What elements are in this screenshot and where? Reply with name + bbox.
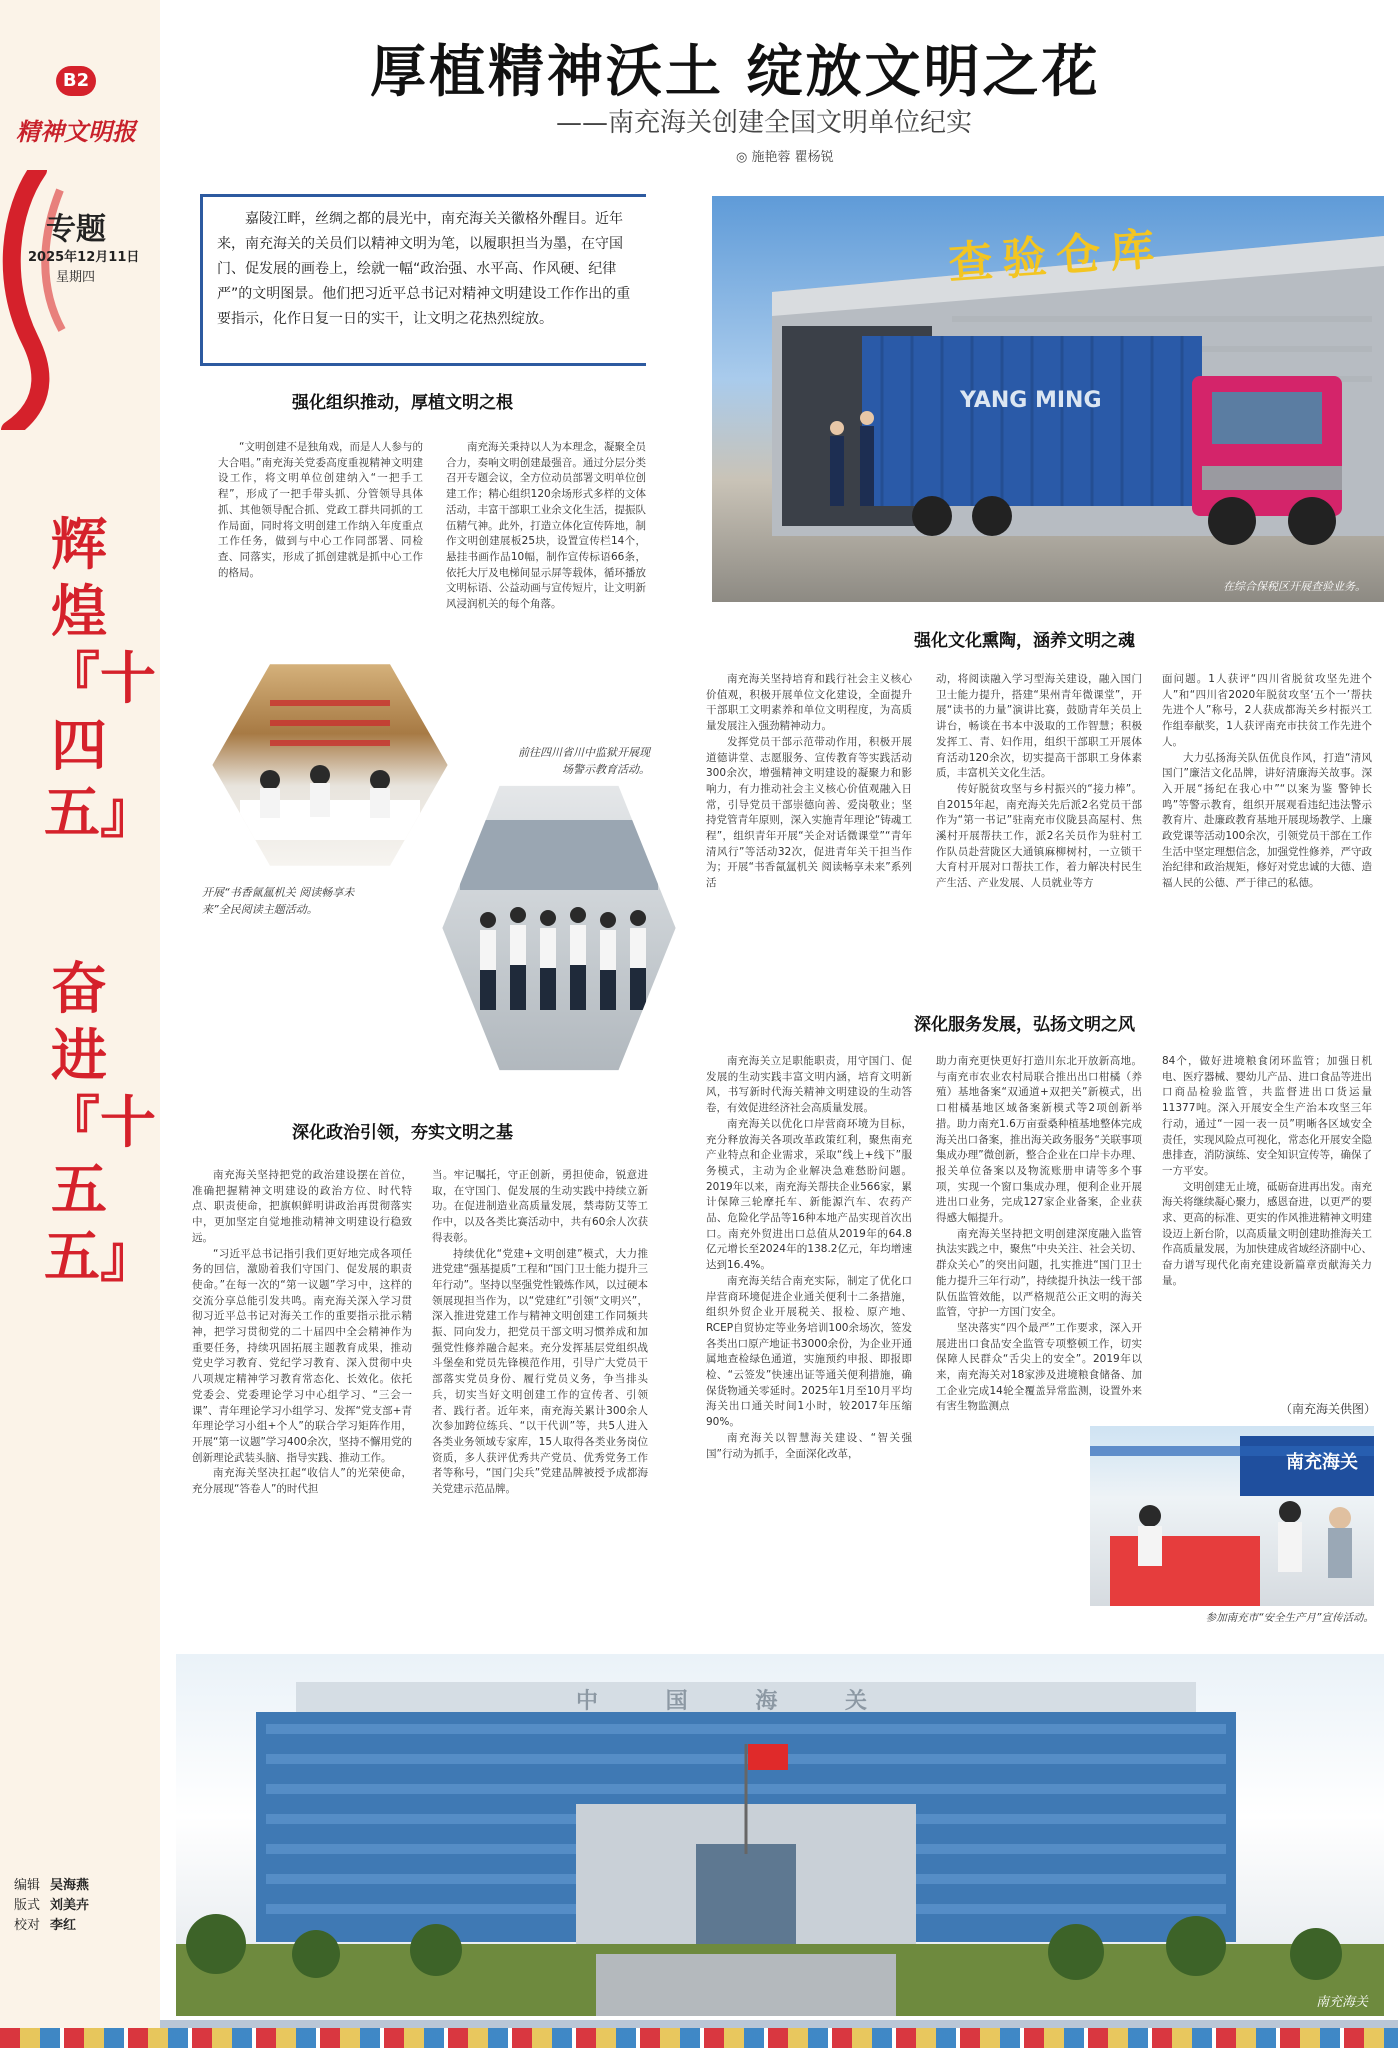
slogan-14th: 辉煌『十四五』 [44, 512, 156, 846]
byline: ◎ 施艳蓉 瞿杨锐 [736, 146, 834, 165]
reading-photo-caption: 开展“书香氤氲机关 阅读畅享未来”全民阅读主题活动。 [202, 886, 355, 916]
paragraph: 南充海关坚持把党的政治建设摆在首位，准确把握精神文明建设的政治方位、时代特点、职责使命，把旗帜鲜明讲政治再贯彻落实中，更加坚定自觉地推动精神文明建设行稳致远。 [192, 1169, 412, 1244]
section1-col2 [446, 440, 646, 692]
paragraph: 坚决落实“四个最严”工作要求，深入开展进出口食品安全监管专项整顿工作，切实保障人民群众“舌尖上的安全”。2019年以来，南充海关对18家涉及进境粮食储备、加工企业完成14轮全覆盖异常监测，设置外来有害生物监测点 [936, 1321, 1142, 1413]
paragraph: 大力弘扬海关队伍优良作风，打造“清风国门”廉洁文化品牌，讲好清廉海关故事。深入开展“扬纪在我心中”“以案为鉴 警钟长鸣”等警示教育，组织开展观看违纪违法警示教育片、赴廉政教育基地开展现场教学、上廉政党课等活动100余次，引领党员干部在工作生活中坚定理想信念，加强党性修养，严守政治纪律和政治规矩，修好对党忠诚的大德、造福人民的公德、严于律己的私德。 [1162, 751, 1372, 890]
building-photo-credit: 南充海关 [1315, 1995, 1368, 2010]
paragraph: 传好脱贫攻坚与乡村振兴的“接力棒”。自2015年起，南充海关先后派2名党员干部作为“第一书记”驻南充市仪陇县高屋村、焦溪村开展帮扶工作，派2名关员作为驻村工作队员赴营陇区大通镇麻柳树村，一立锁干大育村开展对口帮扶工作，着力解决村民生产生活、产业发展、人员就业等方 [936, 782, 1142, 890]
container-logo: YANG MING [960, 388, 1102, 413]
masthead-logo: 精神文明报 [16, 117, 136, 146]
paragraph: 面问题。1人获评“四川省脱贫攻坚先进个人”和“四川省2020年脱贫攻坚‘五个一’帮扶先进个人”称号，2人获成都海关乡村振兴工作组奉献奖，1人获评南充市扶贫工作先进个人。 [1162, 673, 1372, 748]
section-name: 专题 [46, 212, 106, 247]
paragraph: 南充海关坚持培育和践行社会主义核心价值观，积极开展单位文化建设，全面提升干部职工文明素养和单位文明程度，为高质量发展注入强劲精神动力。 [706, 673, 912, 733]
inspection-warehouse-photo [712, 196, 1384, 602]
paragraph: 文明创建无止境，砥砺奋进再出发。南充海关将继续凝心聚力，感恩奋进，以更严的要求、更高的标准、更实的作风推进精神文明建设迈上新台阶，以高质量文明创建助推海关工作高质量发展，为加快建成省域经济副中心、奋力谱写现代化南充建设新篇章贡献海关力量。 [1162, 1180, 1372, 1287]
paragraph: 南充海关秉持以人为本理念，凝聚全员合力，奏响文明创建最强音。通过分层分类召开专题会议，全方位动员部署文明单位创建工作；精心组织120余场形式多样的文体活动，丰富干部职工业余文化生活，提振队伍精气神。此外，打造立体化宣传阵地，制作文明创建展板25块，设置宣传栏14个，悬挂书画作品10幅，制作宣传标语66条，依托大厅及电梯间显示屏等载体，循环播放文明标语、公益动画与宣传短片，让文明新风浸润机关的每个角落。 [446, 441, 646, 611]
safety-photo-caption: 参加南充市“安全生产月”宣传活动。 [1205, 1612, 1374, 1624]
paragraph: 南充海关以智慧海关建设、“智关强国”行动为抓手，全面深化改革， [706, 1431, 912, 1460]
reading-event-photo [210, 660, 450, 870]
credit-line: 版式 刘美卉 [14, 1898, 90, 1913]
paragraph: 助力南充更快更好打造川东北开放新高地。与南充市农业农村局联合推出出口柑橘（养殖）基地备案“双通道+双把关”新模式，出口柑橘基地区域备案新模式等2项创新举措。助力南充1.6万亩蚕桑种植基地整体完成海关出口备案，推出海关政务服务“关联事项集成办理”微创新，整合企业在口岸卡办理、报关单位备案以及物流账册申请等多个事项，实现一个窗口集成办理，便利企业开展进出口业务，完成127家企业备案，企业获得感大幅提升。 [936, 1055, 1142, 1225]
subheadline: ——南充海关创建全国文明单位纪实 [556, 108, 973, 138]
customs-building-photo [176, 1654, 1384, 2016]
section3-col1 [706, 672, 912, 982]
paragraph: 南充海关以优化口岸营商环境为目标，充分释放海关各项改革政策红利，聚焦南充产业特点和企业需求，采取“线上+线下”服务模式，主动为企业解决急难愁盼问题。2019年以来，南充海关帮扶企业566家，累计保障三轮摩托车、新能源汽车、农药产品、危险化学品等16种本地产品实现首次出口。南充外贸进出口总值从2019年的64.8亿元增长至2024年的138.2亿元，年均增速达到16.4%。 [706, 1117, 912, 1272]
safety-month-event-photo [1090, 1426, 1374, 1606]
footer-bar [160, 2020, 1398, 2028]
paragraph: 发挥党员干部示范带动作用，积极开展道德讲堂、志愿服务、宣传教育等实践活动300余次，增强精神文明建设的凝聚力和影响力，有力推动社会主义核心价值观融入日常，引导党员干部崇德向善、爱岗敬业；坚持党管青年原则，深入实施青年理论“铸魂工程”，组织青年开展“关企对话微课堂”“青年清风行”等活动32次，促进青年关干担当作为；开展“书香氤氲机关 阅读畅享未来”系列活 [706, 735, 912, 890]
paragraph: 动，将阅读融入学习型海关建设，融入国门卫士能力提升，搭建“果州青年微课堂”，开展“读书的力量”演讲比赛，鼓励青年关员上讲台，畅谈在书本中汲取的工作智慧；积极发挥工、青、妇作用，组织干部职工开展体育活动120余次，切实提高干部职工身体素质，丰富机关文化生活。 [936, 673, 1142, 780]
customs-banner: 南充海关 [1286, 1452, 1358, 1473]
paragraph: 南充海关坚持把文明创建深度融入监管执法实践之中，聚焦“中央关注、社会关切、群众关心”的突出问题，扎实推进“国门卫士能力提升三年行动”，持续提升执法一线干部队伍监管效能，以严格规范公正文明的海关监管，守护一方国门安全。 [936, 1227, 1142, 1319]
paragraph: 84个，做好进境粮食闭环监管；加强日机电、医疗器械、婴幼儿产品、进口食品等进出口商品检验监管，共监督进出口货运量11377吨。深入开展安全生产治本攻坚三年行动，通过“一园一表一员”明晰各区域安全责任，实现风险点可视化，常态化开展安全隐患排查，消防演练、安全知识宣传等，确保了一方平安。 [1162, 1055, 1372, 1177]
section4-col1 [706, 1054, 912, 1634]
credit-line: 编辑 吴海燕 [14, 1878, 90, 1893]
page-number-badge: B2 [56, 66, 96, 96]
section3-col2 [936, 672, 1142, 982]
paragraph: 南充海关坚决扛起“收信人”的光荣使命，充分展现“答卷人”的时代担 [192, 1467, 412, 1496]
editor-credits [14, 1876, 89, 1936]
section3-title: 强化文化熏陶，涵养文明之魂 [914, 631, 1135, 651]
headline: 厚植精神沃土 绽放文明之花 [370, 39, 1101, 105]
paragraph: “习近平总书记指引我们更好地完成各项任务的回信，激励着我们守国门、促发展的职责使命。”在每一次的“第一议题”学习中，这样的交流分享总能引发共鸣。南充海关深入学习贯彻习近平总书记对海关工作的重要指示批示精神，把学习贯彻党的二十届四中全会精神作为重要任务，持续巩固拓展主题教育成果，推动党史学习教育、党纪学习教育、深入贯彻中央八项规定精神学习教育常态化、长效化。依托党委会、党委理论学习中心组学习、“三会一课”、青年理论学习小组学习、发挥“党支部+青年理论学习小组+个人”的联合学习矩阵作用，开展“第一议题”学习400余次，坚持不懈用党的创新理论武装头脑、指导实践、推动工作。 [192, 1247, 412, 1464]
credit-line: 校对 李红 [14, 1918, 77, 1933]
section2-title: 深化政治引领，夯实文明之基 [292, 1123, 513, 1143]
photo-source-credit: （南充海关供图） [1280, 1402, 1377, 1416]
publication-date: 2025年12月11日 [28, 250, 140, 265]
paragraph: 当。牢记嘱托，守正创新，勇担使命，锐意进取，在守国门、促发展的生动实践中持续立新功。在促进制造业高质量发展，禁毒防艾等工作中，以及各类比赛活动中，共有60余人次获得表彰。 [432, 1169, 648, 1244]
section4-title: 深化服务发展，弘扬文明之风 [914, 1015, 1135, 1035]
building-roof-sign: 中 国 海 关 [576, 1688, 897, 1714]
prison-warning-visit-photo [440, 780, 678, 1076]
intro-box: 嘉陵江畔，丝绸之都的晨光中，南充海关关徽格外醒目。近年来，南充海关的关员们以精神文明为笔，以履职担当为墨，在守国门、促发展的画卷上，绘就一幅“政治强、水平高、作风硬、纪律严”的文明图景。他们把习近平总书记对精神文明建设工作作出的重要指示，化作日复一日的实干，让文明之花热烈绽放。 [200, 194, 646, 366]
section1-title: 强化组织推动，厚植文明之根 [292, 393, 513, 413]
publication-weekday: 星期四 [56, 270, 96, 285]
slogan-15th: 奋进『十五五』 [44, 956, 156, 1290]
warehouse-sign: 查验仓库 [946, 223, 1166, 290]
paragraph: 南充海关结合南充实际，制定了优化口岸营商环境促进企业通关便利十二条措施，组织外贸企业开展税关、报检、原产地、RCEP自贸协定等业务培训100余场次，签发各类出口原产地证书3000余份，为企业开通属地查检绿色通道，实施预约申报、即报即检、“云签发”快速出证等通关便利措施，确保货物通关零延时。2025年1月至10月平均海关出口通关时间1小时，较2017年压缩90%。 [706, 1274, 912, 1429]
section2-col2 [432, 1168, 648, 1644]
section2-col1 [192, 1168, 412, 1644]
color-registration-stripe [0, 2028, 1398, 2048]
paragraph: 南充海关立足职能职责，用守国门、促发展的生动实践丰富文明内涵，培育文明新风，书写新时代海关精神文明建设的生动答卷，有效促进经济社会高质量发展。 [706, 1055, 912, 1115]
section3-col3 [1162, 672, 1372, 982]
paragraph: “文明创建不是独角戏，而是人人参与的大合唱。”南充海关党委高度重视精神文明建设工作，将文明单位创建纳入“一把手工程”，形成了一把手带头抓、分管领导具体抓、其他领导配合抓、党政工群共同抓的工作局面，同时将文明创建工作纳入年度重点工作任务，做到与中心工作同部署、同检查、同落实，形成了抓创建就是抓中心工作的格局。 [218, 441, 423, 579]
reading-scene [210, 660, 450, 870]
visit-photo-caption: 前往四川省川中监狱开展现场警示教育活动。 [518, 746, 650, 776]
truck-photo-caption: 在综合保税区开展查验业务。 [1223, 580, 1366, 593]
section4-col3 [1162, 1054, 1372, 1404]
visit-scene [440, 780, 678, 1076]
sidebar [0, 0, 160, 2048]
section1-col1 [218, 440, 423, 630]
paragraph: 持续优化“党建+文明创建”模式，大力推进党建“强基提质”工程和“国门卫士能力提升三年行动”。坚持以坚强党性锻炼作风，以过硬本领展现担当作为，以“党建红”引领“文明兴”，深入推进党建工作与精神文明创建工作同频共振、同向发力，把党员干部文明习惯养成和加强党性修养融合起来。充分发挥基层党组织战斗堡垒和党员先锋模范作用，引导广大党员干部落实党员身份、履行党员义务，争当排头兵，切实当好文明创建工作的宣传者、引领者、践行者。近年来，南充海关累计300余人次参加跨位练兵、“以干代训”等，共5人进入各类业务领域专家库，15人取得各类业务岗位资质，多人获评优秀共产党员、优秀党务工作者等称号，“国门尖兵”党建品牌被授予成都海关党建示范品牌。 [432, 1247, 648, 1496]
